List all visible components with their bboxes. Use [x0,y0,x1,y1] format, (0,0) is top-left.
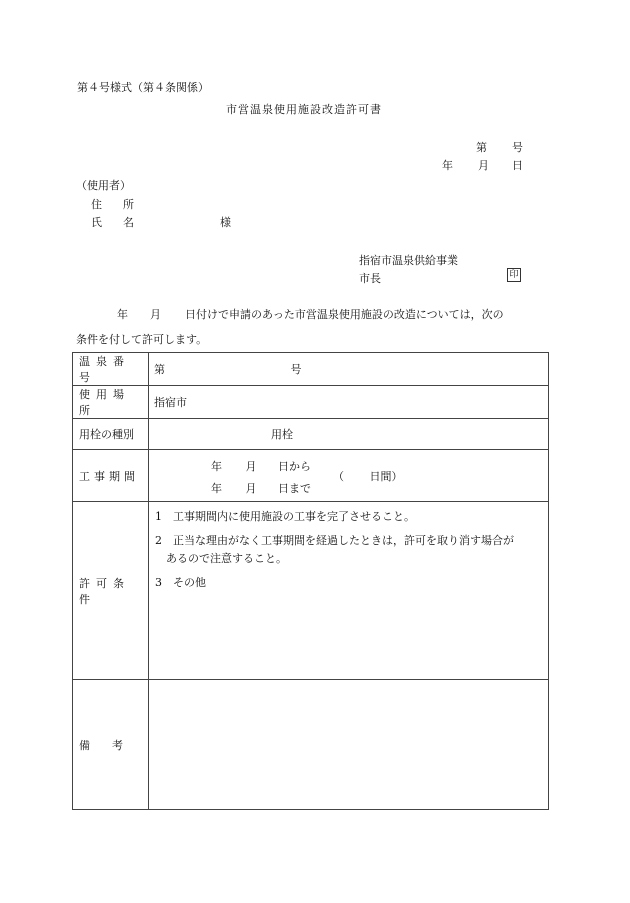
onsen-number-cell [149,353,549,386]
body-line1: 日付けで申請のあった市営温泉使用施設の改造については，次の [185,308,504,321]
onsen-number-prefix: 第 [154,363,165,376]
user-label: （使用者） [76,179,131,192]
remarks-label-cell [73,680,149,810]
valve-type-label-cell [73,419,149,450]
body-year: 年 [117,308,128,321]
date-year: 年 [442,159,453,172]
table-row [73,450,549,502]
work-period-to [211,480,311,496]
from-day: 日から [278,460,311,473]
table-row [73,419,549,450]
to-day: 日まで [278,482,311,495]
work-period-from [211,458,311,474]
condition-item: 3 その他 [155,576,206,589]
remarks-cell [149,680,549,810]
conditions-cell [149,502,549,680]
table-row [73,353,549,386]
date-month: 月 [478,159,489,172]
condition-item: 2 正当な理由がなく工事期間を経過したときは，許可を取り消す場合が [155,534,514,547]
address-label: 住 所 [91,198,139,211]
body-month: 月 [150,308,161,321]
to-year: 年 [211,482,222,495]
paren-open: （ [333,470,344,483]
location-cell [149,386,549,419]
table-row [73,386,549,419]
form-number: 第４号様式（第４条関係） [77,81,209,94]
body-line2: 条件を付して許可します。 [76,333,208,346]
issuer-organization: 指宿市温泉供給事業 [359,254,458,267]
onsen-number-suffix: 号 [290,363,302,376]
to-month: 月 [245,482,257,495]
work-period-days [333,468,403,484]
document-title: 市営温泉使用施設改造許可書 [226,103,382,116]
location-label: 使用場所 [79,388,130,417]
issuer-mayor: 市長 [359,272,381,285]
table-row [73,502,549,680]
table-row [73,680,549,810]
remarks-label: 備 考 [79,738,123,752]
onsen-number-label-cell [73,353,149,386]
conditions-label: 許可条件 [79,576,130,606]
location-value: 指宿市 [154,396,187,409]
location-label-cell [73,386,149,419]
days-label: 日間） [369,470,403,483]
permit-table [72,352,549,810]
from-year: 年 [211,460,222,473]
seal-mark: 印 [507,268,521,282]
valve-type-label: 用栓の種別 [79,428,134,441]
date-day: 日 [512,159,523,172]
valve-type-cell [149,419,549,450]
honorific: 様 [220,216,231,229]
work-period-cell [149,450,549,502]
valve-type-value: 用栓 [271,428,293,441]
condition-item: あるので注意すること。 [155,552,287,565]
number-prefix: 第 [476,141,487,154]
name-label: 氏 名 [91,216,139,229]
conditions-label-cell [73,502,149,680]
condition-item: 1 工事期間内に使用施設の工事を完了させること。 [155,510,415,523]
onsen-number-label: 温泉番号 [79,355,130,384]
number-suffix: 号 [512,141,523,154]
work-period-label-cell [73,450,149,502]
work-period-label: 工事期間 [79,469,139,483]
from-month: 月 [245,460,257,473]
